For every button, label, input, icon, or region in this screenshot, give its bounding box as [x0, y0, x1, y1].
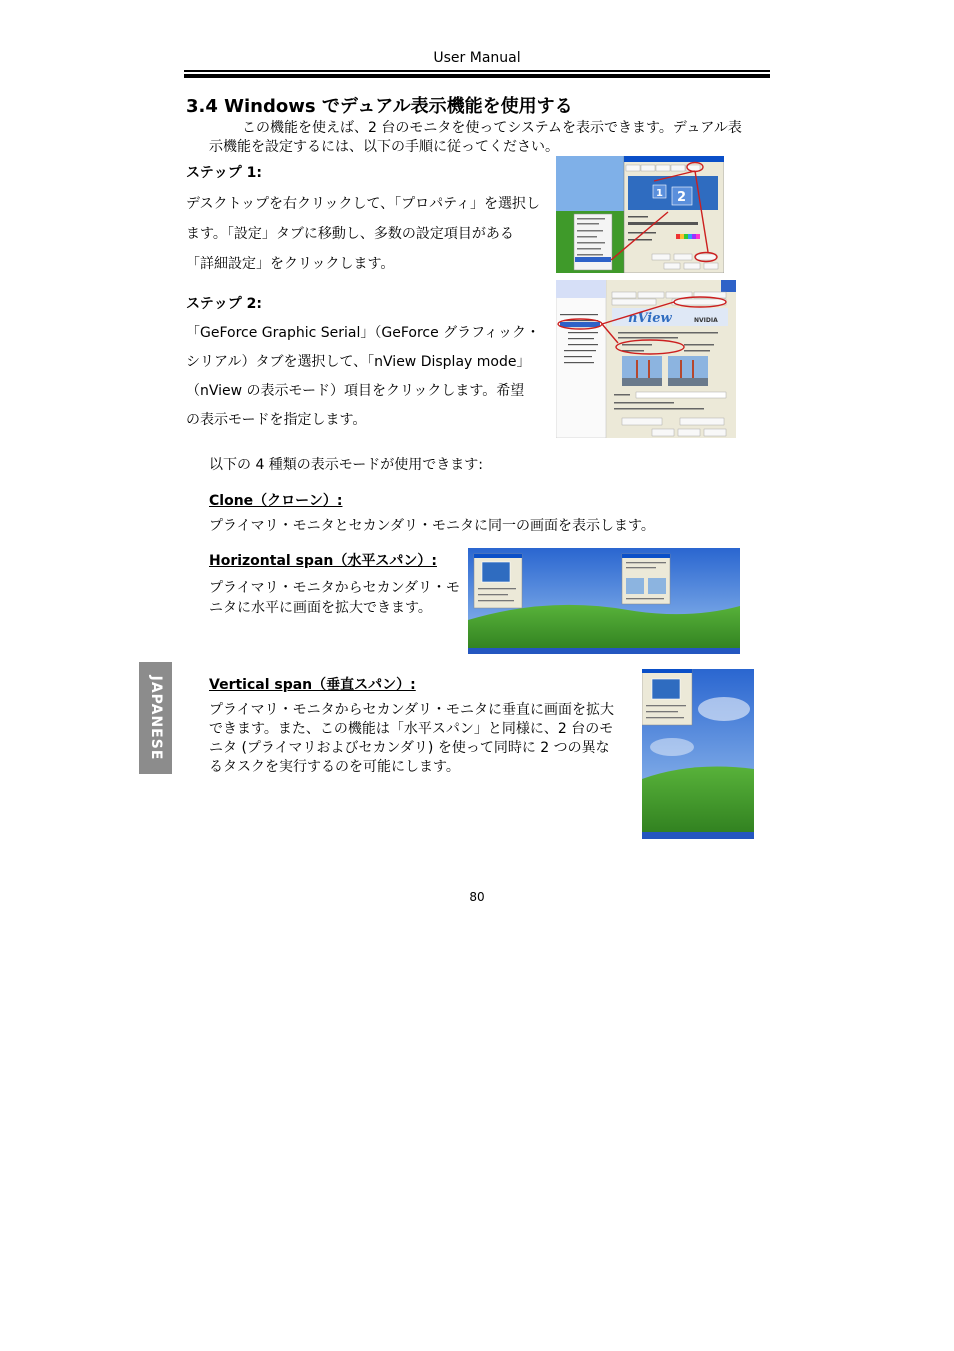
clone-heading: Clone（クローン）: — [209, 493, 343, 509]
horizontal-text — [209, 578, 460, 618]
vertical-span-screenshot — [642, 669, 754, 839]
step1-line: デスクトップを右クリックして、「プロパティ」を選択し — [186, 196, 541, 212]
vertical-line: できます。また、この機能は「水平スパン」と同様に、2 台のモ — [209, 721, 614, 737]
step2-line: シリアル）タブを選択して、「nView Display mode」 — [186, 354, 531, 370]
section-title: 3.4 Windows でデュアル表示機能を使用する — [186, 96, 573, 117]
step1-screenshot — [556, 156, 724, 273]
vertical-line: プライマリ・モニタからセカンダリ・モニタに垂直に画面を拡大 — [209, 702, 615, 718]
vertical-line: るタスクを実行するのを可能にします。 — [209, 759, 460, 775]
step2-line: の表示モードを指定します。 — [186, 412, 367, 428]
nview-logo: nView — [628, 311, 672, 326]
clone-text: プライマリ・モニタとセカンダリ・モニタに同一の画面を表示します。 — [209, 518, 655, 534]
running-header: User Manual — [433, 50, 521, 66]
step1-text — [186, 189, 540, 279]
intro-line-1: この機能を使えば、2 台のモニタを使ってシステムを表示できます。デュアル表 — [242, 120, 742, 136]
vertical-heading: Vertical span（垂直スパン）: — [209, 677, 416, 693]
horizontal-line: ニタに水平に画面を拡大できます。 — [209, 600, 432, 616]
side-tab-label: JAPANESE — [147, 675, 164, 761]
step2-screenshot — [556, 280, 736, 438]
horizontal-span-screenshot — [468, 548, 740, 654]
header-rule-thick — [184, 74, 770, 78]
step2-label: ステップ 2: — [186, 296, 262, 312]
monitor-digit: 1 — [656, 188, 663, 199]
horizontal-heading: Horizontal span（水平スパン）: — [209, 553, 437, 569]
step2-line: 「GeForce Graphic Serial」（GeForce グラフィック・ — [186, 325, 541, 341]
modes-intro: 以下の 4 種類の表示モードが使用できます: — [209, 457, 483, 473]
header-rule-thin — [184, 70, 770, 72]
page-number: 80 — [469, 890, 485, 904]
vertical-text — [209, 701, 614, 777]
language-side-tab — [139, 662, 172, 774]
horizontal-line: プライマリ・モニタからセカンダリ・モ — [209, 580, 461, 596]
nvidia-brand: NVIDIA — [694, 317, 718, 324]
vertical-line: ニタ (プライマリおよびセカンダリ) を使って同時に 2 つの異な — [209, 740, 610, 756]
step1-label: ステップ 1: — [186, 165, 262, 181]
step2-line: （nView の表示モード）項目をクリックします。希望 — [186, 383, 525, 399]
intro-line-2: 示機能を設定するには、以下の手順に従ってください。 — [209, 139, 559, 155]
step1-line: 「詳細設定」をクリックします。 — [186, 256, 395, 272]
monitor-digit: 2 — [677, 190, 687, 205]
step1-line: ます。「設定」タブに移動し、多数の設定項目がある — [186, 226, 514, 242]
step2-text — [186, 319, 540, 435]
